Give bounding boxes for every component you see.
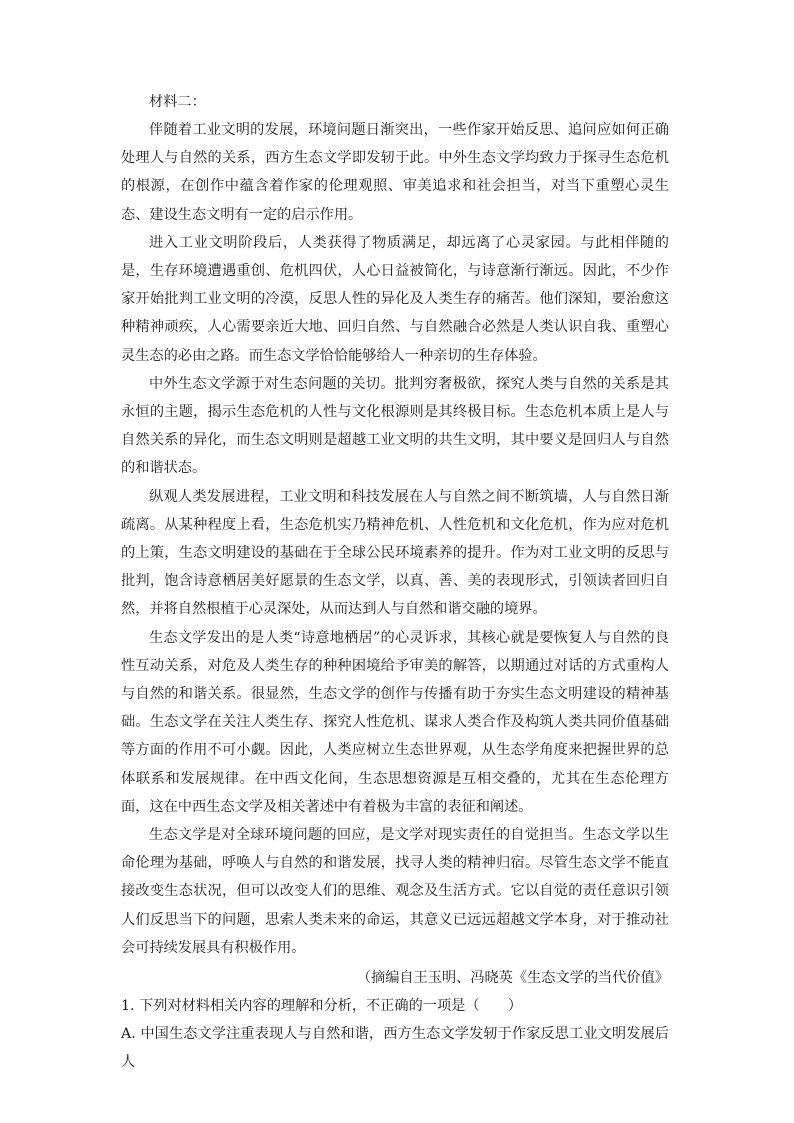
paragraph-2: 进入工业文明阶段后，人类获得了物质满足，却远离了心灵家园。与此相伴随的是，生存环境遭遇重创、危机四伏，人心日益被简化，与诗意渐行渐远。因此，不少作家开始批判工业文明的冷漠，反思人性的异化及人类生存的痛苦。他们深知，要治愈这种精神顽疾，人心需要亲近大地、回归自然、与自然融合必然是人类认识自我、重塑心灵生态的必由之路。而生态文学恰恰能够给人一种亲切的生存体验。: [121, 234, 669, 364]
paragraph-5: 生态文学发出的是人类“诗意地栖居”的心灵诉求，其核心就是要恢复人与自然的良性互动关系，对危及人类生存的种种困境给予审美的解答，以期通过对话的方式重构人与自然的和谐关系。很显然，生态文学的创作与传播有助于夯实生态文明建设的精神基础。生态文学在关注人类生存、探究人性危机、谋求人类合作及构筑人类共同价值基础等方面的作用不可小觑。因此，人类应树立生态世界观，从生态学角度来把握世界的总体联系和发展规律。在中西文化间，生态思想资源是互相交叠的，尤其在生态伦理方面，这在中西生态文学及相关著述中有着极为丰富的表征和阐述。: [121, 629, 669, 815]
paragraph-4: 纵观人类发展进程，工业文明和科技发展在人与自然之间不断筑墙，人与自然日渐疏离。从某种程度上看，生态危机实乃精神危机、人性危机和文化危机，作为应对危机的上策，生态文明建设的基础在于全球公民环境素养的提升。作为对工业文明的反思与批判，饱含诗意栖居美好愿景的生态文学，以真、善、美的表现形式，引领读者回归自然，并将自然根植于心灵深处，从而达到人与自然和谐交融的境界。: [121, 488, 669, 618]
paragraph-3: 中外生态文学源于对生态问题的关切。批判穷奢极欲，探究人类与自然的关系是其永恒的主题，揭示生态危机的人性与文化根源则是其终极目标。生态危机本质上是人与自然关系的异化，而生态文明则是超越工业文明的共生文明，其中要义是回归人与自然的和谐状态。: [121, 375, 669, 477]
question-1: 1. 下列对材料相关内容的理解和分析，不正确的一项是（ ）: [121, 998, 523, 1015]
source-citation: （摘编自王玉明、冯晓英《生态文学的当代价值》: [356, 970, 669, 987]
document-content: [121, 88, 669, 1076]
paragraph-1: 伴随着工业文明的发展，环境问题日渐突出，一些作家开始反思、追问应如何正确处理人与自然的关系，西方生态文学即发轫于此。中外生态文学均致力于探寻生态危机的根源，在创作中蕴含着作家的伦理观照、审美追求和社会担当，对当下重塑心灵生态、建设生态文明有一定的启示作用。: [121, 122, 669, 223]
paragraph-6: 生态文学是对全球环境问题的回应，是文学对现实责任的自觉担当。生态文学以生命伦理为基础，呼唤人与自然的和谐发展，找寻人类的精神归宿。尽管生态文学不能直接改变生态状况，但可以改变人们的思维、观念及生活方式。它以自觉的责任意识引领人们反思当下的问题，思索人类未来的命运，其意义已远远超越文学本身，对于推动社会可持续发展具有积极作用。: [121, 827, 669, 956]
option-a: A. 中国生态文学注重表现人与自然和谐，西方生态文学发轫于作家反思工业文明发展后人: [121, 1026, 669, 1071]
section-title: 材料二：: [149, 94, 206, 110]
